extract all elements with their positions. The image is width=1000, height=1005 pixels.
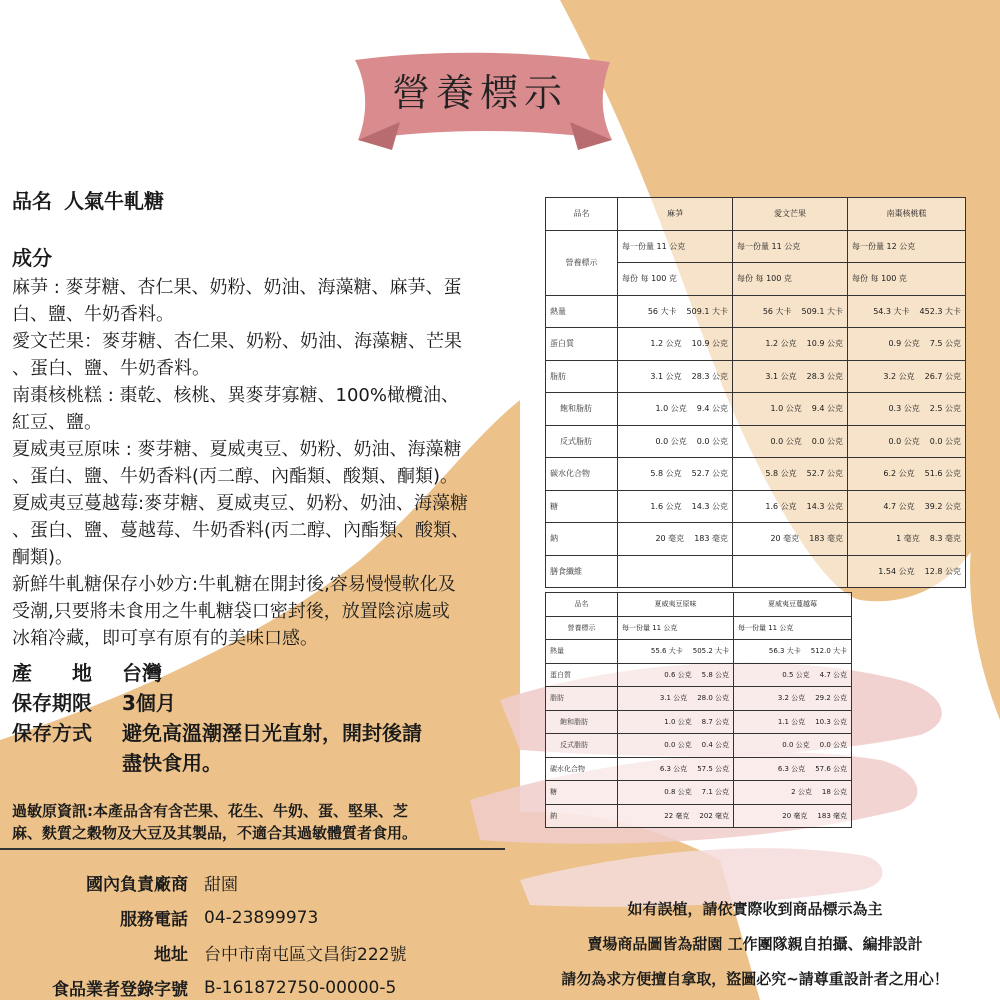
product-column-header: 南棗核桃糕 — [848, 198, 966, 231]
per-serving-value: 3.1 公克 — [765, 371, 797, 381]
per-100g-value: 7.1 公克 — [701, 788, 729, 797]
ingredient-line: 愛文芒果：麥芽糖、杏仁果、奶粉、奶油、海藻糖、芒果 — [12, 331, 462, 352]
nutrient-label: 熱量 — [546, 295, 618, 328]
registration-value: B-161872750-00000-5 — [204, 977, 397, 998]
per-100g-value: 509.1 大卡 — [686, 306, 728, 316]
nutrient-label: 反式脂肪 — [546, 734, 618, 758]
nutrient-value-cell — [848, 490, 966, 523]
nutrient-value-cell — [618, 804, 734, 828]
nutrient-value-cell — [734, 781, 852, 805]
nutrient-value-cell — [733, 555, 848, 588]
product-column-header: 愛文芒果 — [733, 198, 848, 231]
nutrient-label: 熱量 — [546, 640, 618, 664]
nutrient-label: 反式脂肪 — [546, 425, 618, 458]
nutrient-label: 脂肪 — [546, 687, 618, 711]
per-100g-value: 12.8 公克 — [924, 566, 961, 576]
nutrient-value-cell — [733, 360, 848, 393]
serving-size: 每一份量 12 公克 — [848, 230, 966, 263]
table-row — [546, 490, 966, 523]
nutrient-value-cell — [618, 640, 734, 664]
table-row — [546, 295, 966, 328]
per-100g-value: 452.3 大卡 — [919, 306, 961, 316]
nutrient-value-cell — [733, 490, 848, 523]
per-serving-value: 56 大卡 — [647, 306, 677, 316]
nutrient-value-cell — [734, 734, 852, 758]
per-serving-value: 0.6 公克 — [664, 670, 692, 679]
per-100g-header: 每份 每 100 克 — [618, 263, 733, 296]
ingredient-line: 、蛋白、鹽、牛奶香料。 — [12, 358, 210, 379]
nutrient-label: 鈉 — [546, 523, 618, 556]
storage-row-continued — [12, 748, 552, 778]
per-100g-value: 0.0 公克 — [929, 436, 961, 446]
per-100g-value: 14.3 公克 — [806, 501, 843, 511]
registration-label: 食品業者登錄字號 — [52, 980, 188, 1000]
nutrient-value-cell — [734, 687, 852, 711]
serving-size: 每一份量 11 公克 — [618, 230, 733, 263]
ingredient-line: 紅豆、鹽。 — [12, 412, 102, 433]
per-serving-value: 20 毫克 — [655, 534, 685, 544]
per-serving-value: 6.2 公克 — [883, 469, 915, 479]
nutrient-value-cell — [618, 663, 734, 687]
per-serving-value: 1.0 公克 — [770, 404, 802, 414]
per-100g-value: 18 公克 — [821, 788, 847, 797]
banner-title: 營養標示 — [391, 71, 568, 115]
ingredient-line: 夏威夷豆蔓越莓:麥芽糖、夏威夷豆、奶粉、奶油、海藻糖 — [12, 493, 469, 514]
per-serving-value: 1 毫克 — [896, 534, 920, 544]
nutrient-value-cell — [618, 490, 733, 523]
phone-row — [30, 900, 406, 935]
table-row — [546, 663, 852, 687]
disclaimer-line: 請勿為求方便擅自拿取，盜圖必究~請尊重設計者之用心！ — [561, 970, 949, 988]
per-serving-value: 1.0 公克 — [655, 404, 687, 414]
nutrient-label: 碳水化合物 — [546, 458, 618, 491]
nutrient-value-cell — [848, 295, 966, 328]
nutrient-value-cell — [733, 328, 848, 361]
product-details — [12, 658, 552, 778]
per-serving-value: 20 毫克 — [782, 811, 808, 820]
per-100g-value: 26.7 公克 — [924, 371, 961, 381]
per-serving-value: 0.9 公克 — [888, 339, 920, 349]
nutrient-label: 蛋白質 — [546, 328, 618, 361]
per-serving-value: 1.6 公克 — [765, 501, 797, 511]
disclaimer-line: 如有誤植，請依實際收到商品標示為主 — [627, 900, 883, 918]
per-100g-value: 0.0 公克 — [811, 436, 843, 446]
storage-label: 保存方式 — [12, 721, 92, 745]
per-serving-value: 1.0 公克 — [664, 717, 692, 726]
table-row — [546, 555, 966, 588]
product-column-header: 夏威夷豆原味 — [618, 593, 734, 617]
product-name-row — [12, 188, 552, 215]
nutrient-value-cell — [848, 328, 966, 361]
nutrient-label: 糖 — [546, 781, 618, 805]
table-row — [546, 710, 852, 734]
table-row — [546, 360, 966, 393]
per-serving-value: 1.2 公克 — [650, 339, 682, 349]
per-serving-value: 6.3 公克 — [659, 764, 688, 773]
serving-row — [546, 616, 852, 640]
per-100g-value: 512.0 大卡 — [810, 647, 847, 656]
product-column-header: 麻芛 — [618, 198, 733, 231]
origin-row — [12, 658, 552, 688]
table-row — [546, 687, 852, 711]
per-serving-value: 6.3 公克 — [777, 764, 806, 773]
ingredient-line: 新鮮牛軋糖保存小妙方:牛軋糖在開封後,容易慢慢軟化及 — [12, 574, 456, 595]
origin-value: 台灣 — [122, 661, 162, 685]
product-label: 品名 — [12, 189, 52, 213]
allergen-line: 麻、麩質之穀物及大豆及其製品，不適合其過敏體質者食用。 — [12, 824, 418, 842]
product-name: 人氣牛軋糖 — [64, 189, 164, 213]
nutrient-label: 碳水化合物 — [546, 757, 618, 781]
nutrient-value-cell — [848, 523, 966, 556]
per-100g-value: 183 毫克 — [809, 534, 843, 544]
per-serving-value: 0.5 公克 — [782, 670, 810, 679]
nutrient-value-cell — [848, 555, 966, 588]
per-serving-value: 5.8 公克 — [650, 469, 682, 479]
table-header-row — [546, 593, 852, 617]
nutrient-label: 鈉 — [546, 804, 618, 828]
disclaimer-line: 賣場商品圖皆為甜園 工作團隊親自拍攝、編排設計 — [587, 935, 923, 953]
per-100g-value: 28.0 公克 — [697, 694, 729, 703]
per-100g-value: 8.7 公克 — [701, 717, 729, 726]
nutrient-value-cell — [733, 523, 848, 556]
per-serving-value: 0.0 公克 — [888, 436, 920, 446]
per-100g-value: 57.6 公克 — [815, 764, 847, 773]
manufacturer-label: 國內負責廠商 — [86, 875, 188, 895]
nutrient-value-cell — [848, 458, 966, 491]
ingredient-line: 酮類)。 — [12, 547, 74, 568]
ingredient-line: 麻芛 : 麥芽糖、杏仁果、奶粉、奶油、海藻糖、麻芛、蛋 — [12, 277, 462, 298]
nutrient-value-cell — [733, 393, 848, 426]
per-serving-value: 3.1 公克 — [659, 694, 688, 703]
product-info — [12, 188, 552, 778]
per-100g-value: 509.1 大卡 — [801, 306, 843, 316]
table-row — [546, 458, 966, 491]
table-row — [546, 425, 966, 458]
nutrient-value-cell — [618, 393, 733, 426]
nutrient-value-cell — [734, 663, 852, 687]
serving-label: 營養標示 — [546, 616, 618, 640]
nutrient-value-cell — [848, 360, 966, 393]
serving-label: 營養標示 — [546, 230, 618, 295]
per-100g-value: 10.9 公克 — [806, 339, 843, 349]
per-100g-value: 8.3 毫克 — [929, 534, 961, 544]
per-serving-value: 1.54 公克 — [878, 566, 915, 576]
ingredient-line: 白、鹽、牛奶香料。 — [12, 304, 174, 325]
per-serving-value: 56 大卡 — [762, 306, 792, 316]
ingredient-line: 冰箱冷藏，即可享有原有的美味口感。 — [12, 628, 318, 649]
table-row — [546, 640, 852, 664]
disclaimer-notes — [520, 892, 990, 997]
nutrient-value-cell — [733, 425, 848, 458]
nutrient-value-cell — [733, 458, 848, 491]
per-100g-value: 202 毫克 — [699, 811, 729, 820]
nutrient-value-cell — [734, 710, 852, 734]
per-100g-value: 183 毫克 — [817, 811, 847, 820]
serving-size: 每一份量 11 公克 — [734, 616, 852, 640]
per-serving-value: 3.2 公克 — [777, 694, 806, 703]
per-100g-header: 每份 每 100 克 — [733, 263, 848, 296]
per-serving-value: 1.1 公克 — [777, 717, 806, 726]
per-serving-value: 5.8 公克 — [765, 469, 797, 479]
table-row — [546, 523, 966, 556]
phone-label: 服務電話 — [120, 910, 188, 930]
per-100g-value: 10.3 公克 — [815, 717, 847, 726]
per-serving-value: 2 公克 — [791, 788, 812, 797]
ingredient-line: 南棗核桃糕 : 棗乾、核桃、異麥芽寡糖、100%橄欖油、 — [12, 385, 459, 406]
table-row — [546, 757, 852, 781]
per-serving-value: 20 毫克 — [770, 534, 800, 544]
table-row — [546, 328, 966, 361]
table-row — [546, 734, 852, 758]
per-100g-value: 57.5 公克 — [697, 764, 729, 773]
address-value: 台中市南屯區文昌街222號 — [204, 945, 407, 965]
shelf-life-label: 保存期限 — [12, 691, 92, 715]
per-100g-value: 2.5 公克 — [929, 404, 961, 414]
per-serving-value: 0.8 公克 — [664, 788, 692, 797]
nutrient-label: 脂肪 — [546, 360, 618, 393]
ingredients-list — [12, 274, 552, 652]
nutrient-value-cell — [618, 687, 734, 711]
per-serving-value: 56.3 大卡 — [768, 647, 801, 656]
per-100g-value: 9.4 公克 — [811, 404, 843, 414]
per-serving-value: 0.0 公克 — [782, 741, 810, 750]
address-row — [30, 935, 406, 970]
nutrient-value-cell — [618, 710, 734, 734]
nutrient-value-cell — [618, 555, 733, 588]
ingredient-line: 、蛋白、鹽、蔓越莓、牛奶香料(丙二醇、內酯類、酸類、 — [12, 520, 470, 541]
per-100g-value: 505.2 大卡 — [692, 647, 729, 656]
nutrient-value-cell — [618, 328, 733, 361]
storage-value-continued: 盡快食用。 — [122, 751, 222, 775]
per-serving-value: 0.0 公克 — [655, 436, 687, 446]
product-name-label: 品名 — [546, 198, 618, 231]
per-100g-value: 0.0 公克 — [696, 436, 728, 446]
per-100g-value: 29.2 公克 — [815, 694, 847, 703]
nutrient-label: 膳食纖維 — [546, 555, 618, 588]
per-100g-value: 9.4 公克 — [696, 404, 728, 414]
nutrient-value-cell — [618, 734, 734, 758]
per-100g-value: 52.7 公克 — [691, 469, 728, 479]
table-header-row — [546, 198, 966, 231]
per-100g-value: 28.3 公克 — [691, 371, 728, 381]
nutrient-value-cell — [618, 781, 734, 805]
nutrient-value-cell — [734, 804, 852, 828]
per-serving-value: 54.3 大卡 — [873, 306, 910, 316]
per-100g-header: 每份 每 100 克 — [848, 263, 966, 296]
origin-label: 產 地 — [12, 661, 92, 685]
nutrient-value-cell — [734, 757, 852, 781]
divider — [0, 848, 505, 850]
nutrient-label: 糖 — [546, 490, 618, 523]
nutrient-value-cell — [618, 360, 733, 393]
per-100g-value: 5.8 公克 — [701, 670, 729, 679]
per-serving-value: 4.7 公克 — [883, 501, 915, 511]
per-100g-value: 28.3 公克 — [806, 371, 843, 381]
allergen-info — [12, 800, 512, 844]
nutrient-label: 飽和脂肪 — [546, 393, 618, 426]
table-row — [546, 804, 852, 828]
ingredient-line: 夏威夷豆原味 : 麥芽糖、夏威夷豆、奶粉、奶油、海藻糖 — [12, 439, 462, 460]
table-row — [546, 781, 852, 805]
nutrient-value-cell — [618, 295, 733, 328]
per-serving-value: 0.0 公克 — [770, 436, 802, 446]
serving-size: 每一份量 11 公克 — [618, 616, 734, 640]
per-100g-value: 183 毫克 — [694, 534, 728, 544]
shelf-life-value: 3個月 — [122, 691, 176, 715]
per-100g-value: 7.5 公克 — [929, 339, 961, 349]
per-serving-value: 0.3 公克 — [888, 404, 920, 414]
allergen-line: 過敏原資訊:本產品含有含芒果、花生、牛奶、蛋、堅果、芝 — [12, 802, 409, 820]
per-serving-value: 1.6 公克 — [650, 501, 682, 511]
phone-value: 04-23899973 — [204, 907, 319, 928]
nutrient-value-cell — [618, 425, 733, 458]
manufacturer-value: 甜園 — [204, 875, 238, 895]
nutrition-table-1 — [545, 197, 966, 588]
per-serving-value: 55.6 大卡 — [650, 647, 683, 656]
ingredient-line: 、蛋白、鹽、牛奶香料(丙二醇、內酯類、酸類、酮類)。 — [12, 466, 459, 487]
table-row — [546, 393, 966, 426]
per-100g-value: 51.6 公克 — [924, 469, 961, 479]
per-serving-value: 0.0 公克 — [664, 741, 692, 750]
ingredients-heading: 成分 — [12, 246, 52, 270]
per-100g-value: 39.2 公克 — [924, 501, 961, 511]
per-serving-value: 3.2 公克 — [883, 371, 915, 381]
nutrition-table-2 — [545, 592, 852, 828]
nutrient-value-cell — [618, 523, 733, 556]
nutrient-value-cell — [618, 757, 734, 781]
per-100g-value: 0.0 公克 — [819, 741, 847, 750]
manufacturer-row — [30, 865, 406, 900]
per-serving-value: 3.1 公克 — [650, 371, 682, 381]
per-100g-value: 14.3 公克 — [691, 501, 728, 511]
product-column-header: 夏威夷豆蔓越莓 — [734, 593, 852, 617]
serving-row — [546, 230, 966, 263]
contact-info — [30, 865, 406, 1005]
nutrient-value-cell — [618, 458, 733, 491]
per-100g-value: 10.9 公克 — [691, 339, 728, 349]
nutrient-label: 蛋白質 — [546, 663, 618, 687]
storage-row — [12, 718, 552, 748]
nutrient-value-cell — [848, 425, 966, 458]
banner — [330, 40, 630, 160]
per-100g-value: 0.4 公克 — [701, 741, 729, 750]
nutrient-value-cell — [848, 393, 966, 426]
address-label: 地址 — [154, 945, 188, 965]
ingredient-line: 受潮,只要將未食用之牛軋糖袋口密封後，放置陰涼處或 — [12, 601, 450, 622]
serving-size: 每一份量 11 公克 — [733, 230, 848, 263]
nutrient-value-cell — [733, 295, 848, 328]
per-serving-value: 1.2 公克 — [765, 339, 797, 349]
shelf-life-row — [12, 688, 552, 718]
nutrient-label: 飽和脂肪 — [546, 710, 618, 734]
storage-value: 避免高溫潮溼日光直射，開封後請 — [122, 721, 422, 745]
product-name-label: 品名 — [546, 593, 618, 617]
per-100g-value: 52.7 公克 — [806, 469, 843, 479]
per-100g-value: 4.7 公克 — [819, 670, 847, 679]
per-serving-value: 22 毫克 — [664, 811, 690, 820]
nutrient-value-cell — [734, 640, 852, 664]
